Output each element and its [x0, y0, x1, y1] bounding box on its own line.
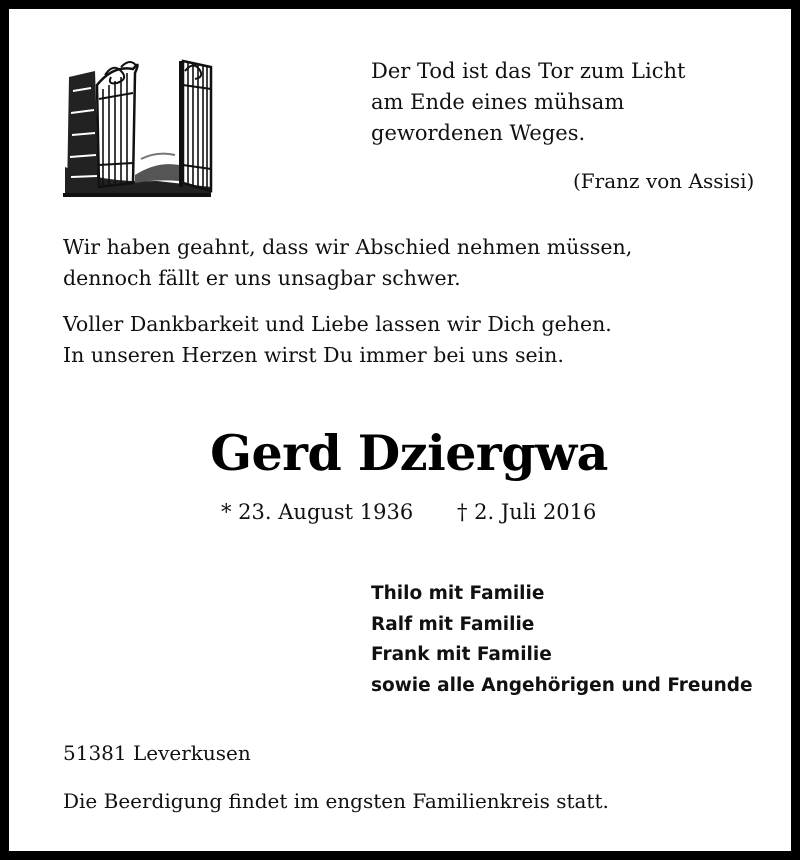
location: 51381 Leverkusen — [63, 741, 251, 765]
gratitude-paragraph — [63, 309, 612, 371]
mourner-entry: Frank mit Familie — [371, 644, 552, 665]
quote-attribution: (Franz von Assisi) — [573, 169, 755, 193]
garden-gate-icon — [61, 55, 215, 198]
mourner-entry: Ralf mit Familie — [371, 613, 535, 635]
paragraph-line: Voller Dankbarkeit und Liebe lassen wir Dich gehen. — [63, 312, 612, 336]
paragraph-line: Wir haben geahnt, dass wir Abschied nehmen müssen, — [63, 235, 633, 259]
quote-line: Der Tod ist das Tor zum Licht — [371, 59, 686, 83]
funeral-note: Die Beerdigung findet im engsten Familienkreis statt. — [63, 789, 609, 813]
paragraph-line: In unseren Herzen wirst Du immer bei uns sein. — [63, 343, 564, 367]
deceased-name: Gerd Dziergwa — [210, 424, 608, 482]
farewell-paragraph — [63, 232, 632, 294]
mourner-entry: sowie alle Angehörigen und Freunde — [371, 674, 753, 696]
paragraph-line: dennoch fällt er uns unsagbar schwer. — [63, 266, 461, 290]
mourner-entry: Thilo mit Familie — [371, 583, 545, 604]
quote-line: gewordenen Weges. — [371, 121, 586, 145]
death-date: † 2. Juli 2016 — [457, 500, 597, 524]
quote — [371, 56, 685, 149]
birth-date: * 23. August 1936 — [221, 500, 414, 524]
mourners-list — [371, 579, 753, 701]
quote-line: am Ende eines mühsam — [371, 90, 625, 114]
